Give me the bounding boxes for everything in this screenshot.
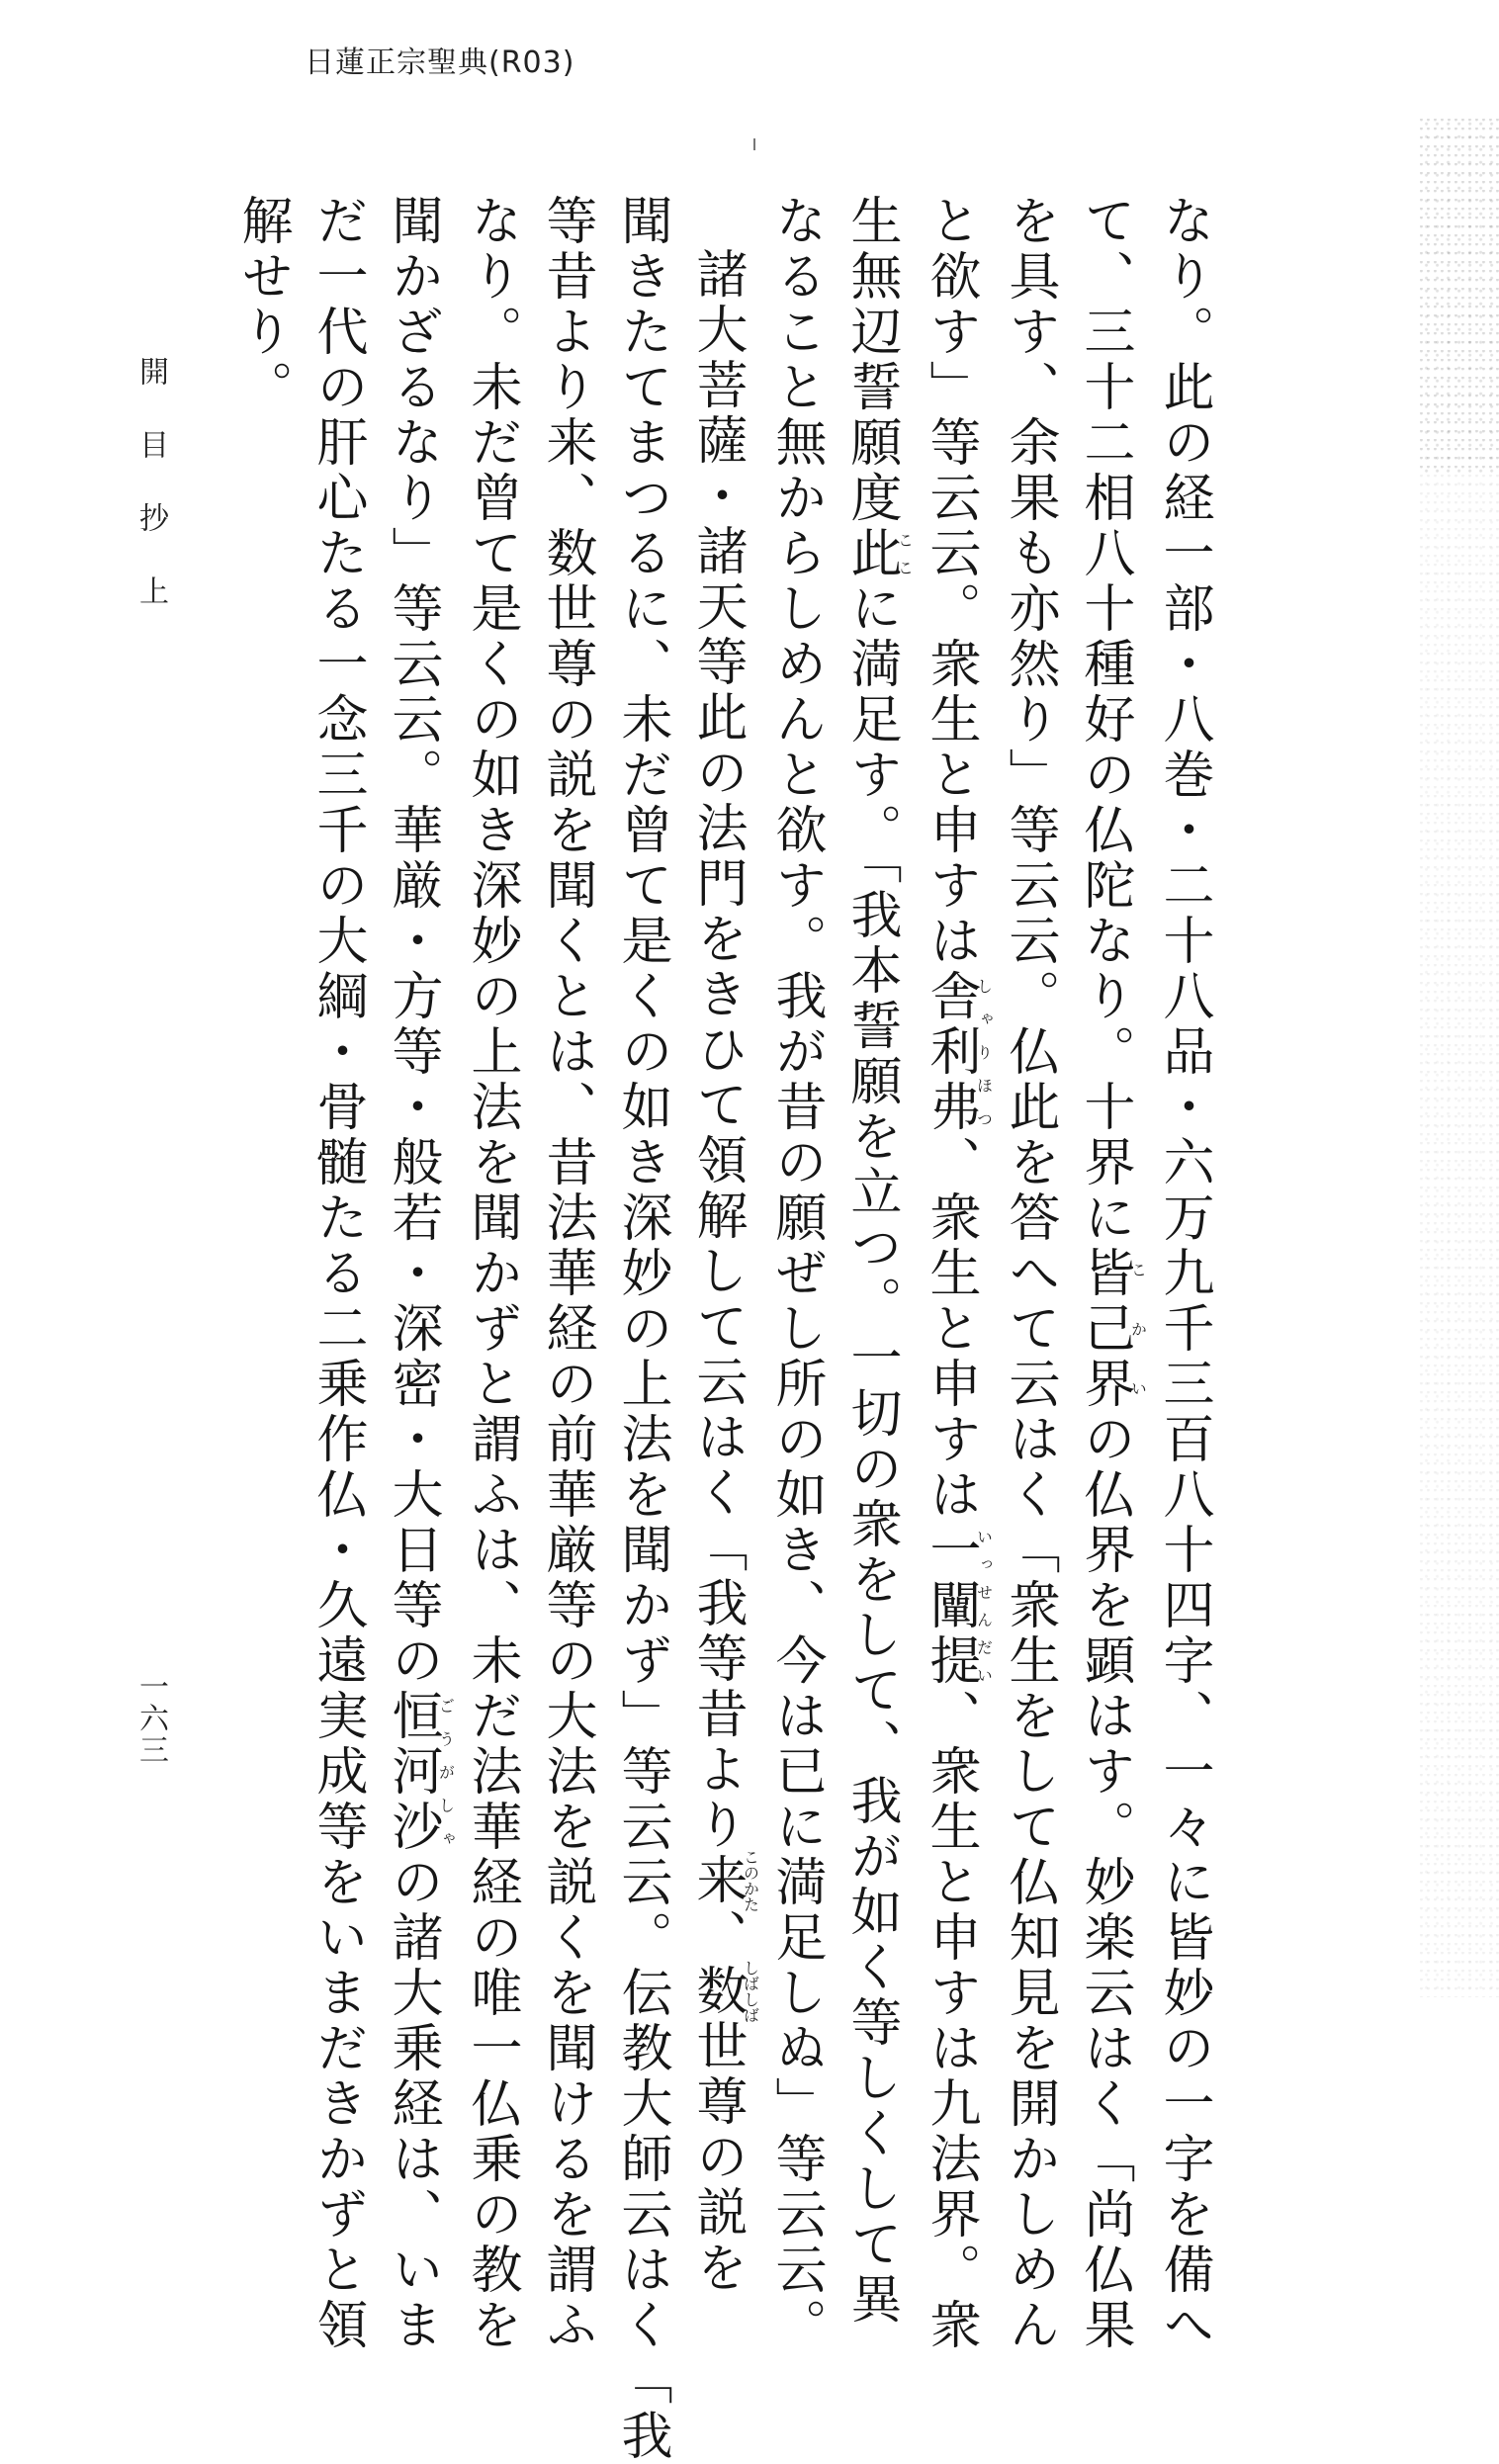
text-column-6: なること無からしめんと欲す。我が昔の願ぜし所の如き、今は已に満足しぬ」等云云。 bbox=[766, 194, 826, 2353]
text-column-8: 聞きたてまつるに、未だ曾て是くの如き深妙の上法を聞かず」等云云。伝教大師云はく「我 bbox=[612, 194, 671, 2464]
ruby-gougasha: 恒河沙ごうがしゃ bbox=[383, 1689, 456, 1855]
running-title: 開目抄上 bbox=[133, 356, 168, 649]
text-column-5: 生無辺誓願度此ここに満足す。「我本誓願を立つ。一切の衆をして、我が如く等しくして異 bbox=[841, 194, 915, 2328]
scan-mark bbox=[753, 138, 755, 150]
text-column-11: 聞かざるなり」等云云。華厳・方等・般若・深密・大日等の恒河沙ごうがしゃの諸大乗経は、いま bbox=[383, 194, 456, 2353]
text-column-2: て、三十二相八十種好の仏陀なり。十界に皆己界こかいの仏界を顕はす。妙楽云はく「尚仏果 bbox=[1075, 194, 1148, 2353]
text-column-3: を具す、余果も亦然り」等云云。仏此を答へて云はく「衆生をして仏知見を開かしめん bbox=[1000, 194, 1059, 2353]
text-column-10: なり。未だ曾て是くの如き深妙の上法を聞かずと謂ふは、未だ法華経の唯一仏乗の教を bbox=[462, 194, 521, 2353]
text-column-7: 諸大菩薩・諸天等此の法門をきひて領解して云はく「我等昔より来このかた、数しばしば世尊の説を bbox=[687, 247, 760, 2296]
ruby-koko: 此ここ bbox=[841, 526, 915, 581]
page-header-title: 日蓮正宗聖典(R03) bbox=[305, 45, 575, 80]
page-number: 一六三 bbox=[133, 1671, 168, 1766]
text-column-12: だ一代の肝心たる一念三千の大綱・骨髄たる二乗作仏・久遠実成等をいまだきかずと領 bbox=[308, 194, 367, 2353]
text-column-13: 解せり。 bbox=[232, 194, 292, 415]
body-text bbox=[232, 194, 1221, 2464]
text-column-1: なり。此の経一部・八巻・二十八品・六万九千三百八十四字、一々に皆妙の一字を備へ bbox=[1154, 194, 1213, 2353]
ruby-sharihotsu: 舎利弗しゃりほつ bbox=[921, 969, 994, 1135]
ruby-konokata: 来このかた bbox=[687, 1849, 760, 1912]
ruby-issendai: 一闡提いっせんだい bbox=[921, 1523, 994, 1689]
ruby-shibashiba: 数しばしば bbox=[687, 1960, 760, 2023]
text-column-9: 等昔より来、数世尊の説を聞くとは、昔法華経の前華厳等の大法を説くを聞けるを謂ふ bbox=[537, 194, 596, 2353]
ruby-kakai: 皆己界こかい bbox=[1075, 1246, 1148, 1412]
text-column-4: と欲す」等云云。衆生と申すは舎利弗しゃりほつ、衆生と申すは一闡提いっせんだい、衆生と申すは九法界。衆 bbox=[921, 194, 994, 2353]
scan-edge-noise bbox=[1420, 119, 1499, 1997]
